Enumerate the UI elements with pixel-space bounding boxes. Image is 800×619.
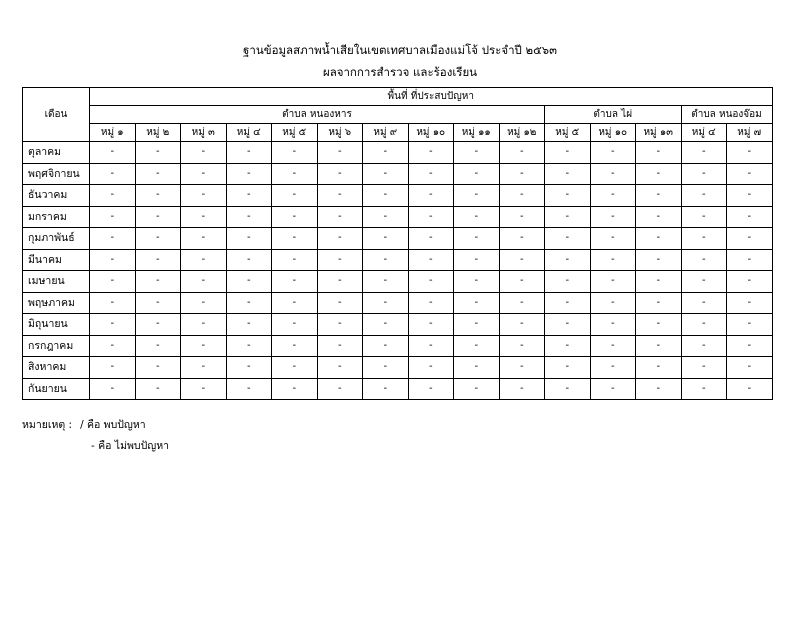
- data-cell: -: [90, 378, 136, 400]
- data-cell: -: [363, 228, 409, 250]
- data-cell: -: [545, 163, 591, 185]
- data-cell: -: [317, 163, 363, 185]
- data-cell: -: [90, 142, 136, 164]
- village-header: หมู่ ๔: [681, 124, 727, 142]
- data-cell: -: [454, 163, 500, 185]
- data-cell: -: [135, 185, 181, 207]
- data-cell: -: [90, 357, 136, 379]
- data-cell: -: [181, 292, 227, 314]
- data-cell: -: [590, 185, 636, 207]
- data-cell: -: [272, 292, 318, 314]
- notes-found: / คือ พบปัญหา: [80, 419, 146, 431]
- data-cell: -: [317, 142, 363, 164]
- data-cell: -: [226, 335, 272, 357]
- data-cell: -: [90, 249, 136, 271]
- data-cell: -: [499, 378, 545, 400]
- data-cell: -: [135, 206, 181, 228]
- data-cell: -: [226, 378, 272, 400]
- data-cell: -: [181, 335, 227, 357]
- data-cell: -: [181, 142, 227, 164]
- month-cell: สิงหาคม: [23, 357, 90, 379]
- data-cell: -: [499, 206, 545, 228]
- data-cell: -: [181, 378, 227, 400]
- data-cell: -: [90, 314, 136, 336]
- data-cell: -: [135, 163, 181, 185]
- data-cell: -: [681, 249, 727, 271]
- data-cell: -: [317, 206, 363, 228]
- data-cell: -: [135, 292, 181, 314]
- data-cell: -: [499, 292, 545, 314]
- data-cell: -: [590, 357, 636, 379]
- data-cell: -: [90, 206, 136, 228]
- data-cell: -: [454, 335, 500, 357]
- village-header: หมู่ ๑: [90, 124, 136, 142]
- data-cell: -: [636, 206, 682, 228]
- data-cell: -: [727, 357, 773, 379]
- village-header: หมู่ ๕: [545, 124, 591, 142]
- data-cell: -: [90, 163, 136, 185]
- data-cell: -: [727, 142, 773, 164]
- data-cell: -: [454, 249, 500, 271]
- data-cell: -: [317, 335, 363, 357]
- data-cell: -: [181, 357, 227, 379]
- data-cell: -: [135, 228, 181, 250]
- data-cell: -: [317, 228, 363, 250]
- data-cell: -: [272, 228, 318, 250]
- data-cell: -: [636, 163, 682, 185]
- notes-label: หมายเหตุ :: [22, 419, 73, 431]
- village-header: หมู่ ๑๓: [636, 124, 682, 142]
- data-cell: -: [681, 335, 727, 357]
- data-cell: -: [408, 206, 454, 228]
- data-cell: -: [636, 185, 682, 207]
- month-cell: กรกฎาคม: [23, 335, 90, 357]
- page-title: ฐานข้อมูลสภาพน้ำเสียในเขตเทศบาลเมืองแม่โจ้ ประจำปี ๒๕๖๓: [243, 43, 557, 57]
- data-cell: -: [727, 378, 773, 400]
- data-cell: -: [408, 335, 454, 357]
- data-cell: -: [135, 142, 181, 164]
- data-cell: -: [499, 142, 545, 164]
- data-cell: -: [272, 314, 318, 336]
- data-cell: -: [408, 378, 454, 400]
- village-header: หมู่ ๖: [317, 124, 363, 142]
- data-cell: -: [226, 185, 272, 207]
- data-cell: -: [499, 249, 545, 271]
- month-cell: พฤษภาคม: [23, 292, 90, 314]
- data-cell: -: [590, 378, 636, 400]
- data-cell: -: [272, 378, 318, 400]
- data-cell: -: [272, 335, 318, 357]
- data-cell: -: [590, 292, 636, 314]
- data-cell: -: [499, 335, 545, 357]
- month-cell: เมษายน: [23, 271, 90, 293]
- data-cell: -: [272, 206, 318, 228]
- data-cell: -: [181, 228, 227, 250]
- data-cell: -: [681, 357, 727, 379]
- data-cell: -: [363, 163, 409, 185]
- data-cell: -: [499, 228, 545, 250]
- data-cell: -: [636, 335, 682, 357]
- data-cell: -: [272, 185, 318, 207]
- data-cell: -: [636, 378, 682, 400]
- data-cell: -: [681, 271, 727, 293]
- village-header: หมู่ ๒: [135, 124, 181, 142]
- data-cell: -: [226, 163, 272, 185]
- data-cell: -: [181, 185, 227, 207]
- data-cell: -: [727, 249, 773, 271]
- data-cell: -: [727, 185, 773, 207]
- data-cell: -: [363, 142, 409, 164]
- data-cell: -: [454, 378, 500, 400]
- data-cell: -: [681, 228, 727, 250]
- data-cell: -: [636, 249, 682, 271]
- data-cell: -: [363, 314, 409, 336]
- data-cell: -: [135, 357, 181, 379]
- data-cell: -: [317, 357, 363, 379]
- data-cell: -: [181, 163, 227, 185]
- data-cell: -: [499, 271, 545, 293]
- data-cell: -: [636, 142, 682, 164]
- month-cell: มีนาคม: [23, 249, 90, 271]
- data-cell: -: [681, 206, 727, 228]
- data-cell: -: [363, 185, 409, 207]
- data-cell: -: [408, 357, 454, 379]
- data-cell: -: [408, 271, 454, 293]
- table-row: [23, 249, 773, 271]
- data-cell: -: [135, 249, 181, 271]
- data-cell: -: [135, 378, 181, 400]
- data-cell: -: [90, 185, 136, 207]
- data-cell: -: [317, 314, 363, 336]
- table-row: [23, 357, 773, 379]
- data-cell: -: [90, 292, 136, 314]
- data-cell: -: [727, 292, 773, 314]
- data-cell: -: [90, 271, 136, 293]
- area-header: พื้นที่ ที่ประสบปัญหา: [90, 88, 773, 106]
- village-header: หมู่ ๗: [727, 124, 773, 142]
- data-cell: -: [545, 206, 591, 228]
- data-cell: -: [226, 271, 272, 293]
- data-cell: -: [681, 314, 727, 336]
- table-row: [23, 142, 773, 164]
- village-header: หมู่ ๑๐: [408, 124, 454, 142]
- data-cell: -: [681, 163, 727, 185]
- subdistrict-header: ตำบล ไผ่: [545, 106, 682, 124]
- data-cell: -: [226, 314, 272, 336]
- data-cell: -: [681, 185, 727, 207]
- data-cell: -: [636, 292, 682, 314]
- village-header: หมู่ ๑๐: [590, 124, 636, 142]
- data-cell: -: [545, 271, 591, 293]
- data-cell: -: [545, 292, 591, 314]
- data-cell: -: [499, 357, 545, 379]
- month-cell: กันยายน: [23, 378, 90, 400]
- data-cell: -: [545, 314, 591, 336]
- data-cell: -: [590, 249, 636, 271]
- data-cell: -: [317, 249, 363, 271]
- data-cell: -: [226, 292, 272, 314]
- data-cell: -: [636, 314, 682, 336]
- data-cell: -: [226, 357, 272, 379]
- data-cell: -: [272, 271, 318, 293]
- table-row: [23, 314, 773, 336]
- data-cell: -: [636, 228, 682, 250]
- data-cell: -: [727, 206, 773, 228]
- notes-not-found: - คือ ไม่พบปัญหา: [91, 440, 170, 452]
- data-cell: -: [454, 142, 500, 164]
- data-cell: -: [545, 185, 591, 207]
- data-cell: -: [499, 163, 545, 185]
- subdistrict-header: ตำบล หนองจ๊อม: [681, 106, 772, 124]
- data-cell: -: [454, 271, 500, 293]
- data-cell: -: [90, 228, 136, 250]
- wastewater-table: [22, 87, 773, 400]
- data-cell: -: [272, 249, 318, 271]
- village-header: หมู่ ๔: [226, 124, 272, 142]
- village-header: หมู่ ๑๒: [499, 124, 545, 142]
- data-cell: -: [727, 314, 773, 336]
- data-cell: -: [727, 335, 773, 357]
- data-cell: -: [454, 292, 500, 314]
- data-cell: -: [363, 357, 409, 379]
- data-cell: -: [590, 335, 636, 357]
- month-cell: พฤศจิกายน: [23, 163, 90, 185]
- data-cell: -: [681, 142, 727, 164]
- month-cell: กุมภาพันธ์: [23, 228, 90, 250]
- data-cell: -: [363, 378, 409, 400]
- village-header: หมู่ ๑๑: [454, 124, 500, 142]
- data-cell: -: [272, 142, 318, 164]
- data-cell: -: [590, 228, 636, 250]
- data-cell: -: [363, 335, 409, 357]
- table-row: [23, 185, 773, 207]
- data-cell: -: [545, 357, 591, 379]
- village-header: หมู่ ๕: [272, 124, 318, 142]
- month-cell: มิถุนายน: [23, 314, 90, 336]
- data-cell: -: [454, 206, 500, 228]
- data-cell: -: [408, 185, 454, 207]
- table-row: [23, 335, 773, 357]
- data-cell: -: [545, 378, 591, 400]
- data-cell: -: [363, 271, 409, 293]
- data-cell: -: [636, 357, 682, 379]
- notes-found-line: [22, 416, 146, 433]
- data-cell: -: [317, 185, 363, 207]
- data-cell: -: [135, 314, 181, 336]
- data-cell: -: [681, 378, 727, 400]
- month-cell: ธันวาคม: [23, 185, 90, 207]
- subdistrict-header: ตำบล หนองหาร: [90, 106, 545, 124]
- data-cell: -: [454, 357, 500, 379]
- month-cell: ตุลาคม: [23, 142, 90, 164]
- data-cell: -: [408, 228, 454, 250]
- data-cell: -: [317, 378, 363, 400]
- data-cell: -: [135, 271, 181, 293]
- data-cell: -: [363, 292, 409, 314]
- data-cell: -: [135, 335, 181, 357]
- data-cell: -: [545, 335, 591, 357]
- data-cell: -: [590, 271, 636, 293]
- data-cell: -: [408, 314, 454, 336]
- data-cell: -: [363, 249, 409, 271]
- data-cell: -: [181, 249, 227, 271]
- data-cell: -: [499, 314, 545, 336]
- data-cell: -: [727, 228, 773, 250]
- data-cell: -: [408, 292, 454, 314]
- data-cell: -: [90, 335, 136, 357]
- data-cell: -: [226, 228, 272, 250]
- data-cell: -: [590, 142, 636, 164]
- data-cell: -: [226, 249, 272, 271]
- data-cell: -: [181, 314, 227, 336]
- table-row: [23, 206, 773, 228]
- data-cell: -: [545, 249, 591, 271]
- data-cell: -: [226, 206, 272, 228]
- data-cell: -: [272, 357, 318, 379]
- table-row: [23, 378, 773, 400]
- data-cell: -: [545, 142, 591, 164]
- data-cell: -: [636, 271, 682, 293]
- data-cell: -: [590, 206, 636, 228]
- village-header: หมู่ ๓: [181, 124, 227, 142]
- data-cell: -: [408, 249, 454, 271]
- data-cell: -: [590, 314, 636, 336]
- month-cell: มกราคม: [23, 206, 90, 228]
- table-row: [23, 292, 773, 314]
- data-cell: -: [681, 292, 727, 314]
- data-cell: -: [226, 142, 272, 164]
- data-cell: -: [499, 185, 545, 207]
- data-cell: -: [454, 314, 500, 336]
- table-row: [23, 228, 773, 250]
- data-cell: -: [408, 142, 454, 164]
- data-cell: -: [363, 206, 409, 228]
- data-cell: -: [454, 185, 500, 207]
- data-cell: -: [181, 271, 227, 293]
- data-cell: -: [454, 228, 500, 250]
- month-header: เดือน: [23, 88, 90, 142]
- table-row: [23, 271, 773, 293]
- data-cell: -: [727, 163, 773, 185]
- data-cell: -: [317, 292, 363, 314]
- data-cell: -: [590, 163, 636, 185]
- data-cell: -: [545, 228, 591, 250]
- village-header: หมู่ ๙: [363, 124, 409, 142]
- data-cell: -: [317, 271, 363, 293]
- data-cell: -: [272, 163, 318, 185]
- data-cell: -: [727, 271, 773, 293]
- table-row: [23, 163, 773, 185]
- page-subtitle: ผลจากการสำรวจ และร้องเรียน: [322, 65, 478, 79]
- data-cell: -: [408, 163, 454, 185]
- data-cell: -: [181, 206, 227, 228]
